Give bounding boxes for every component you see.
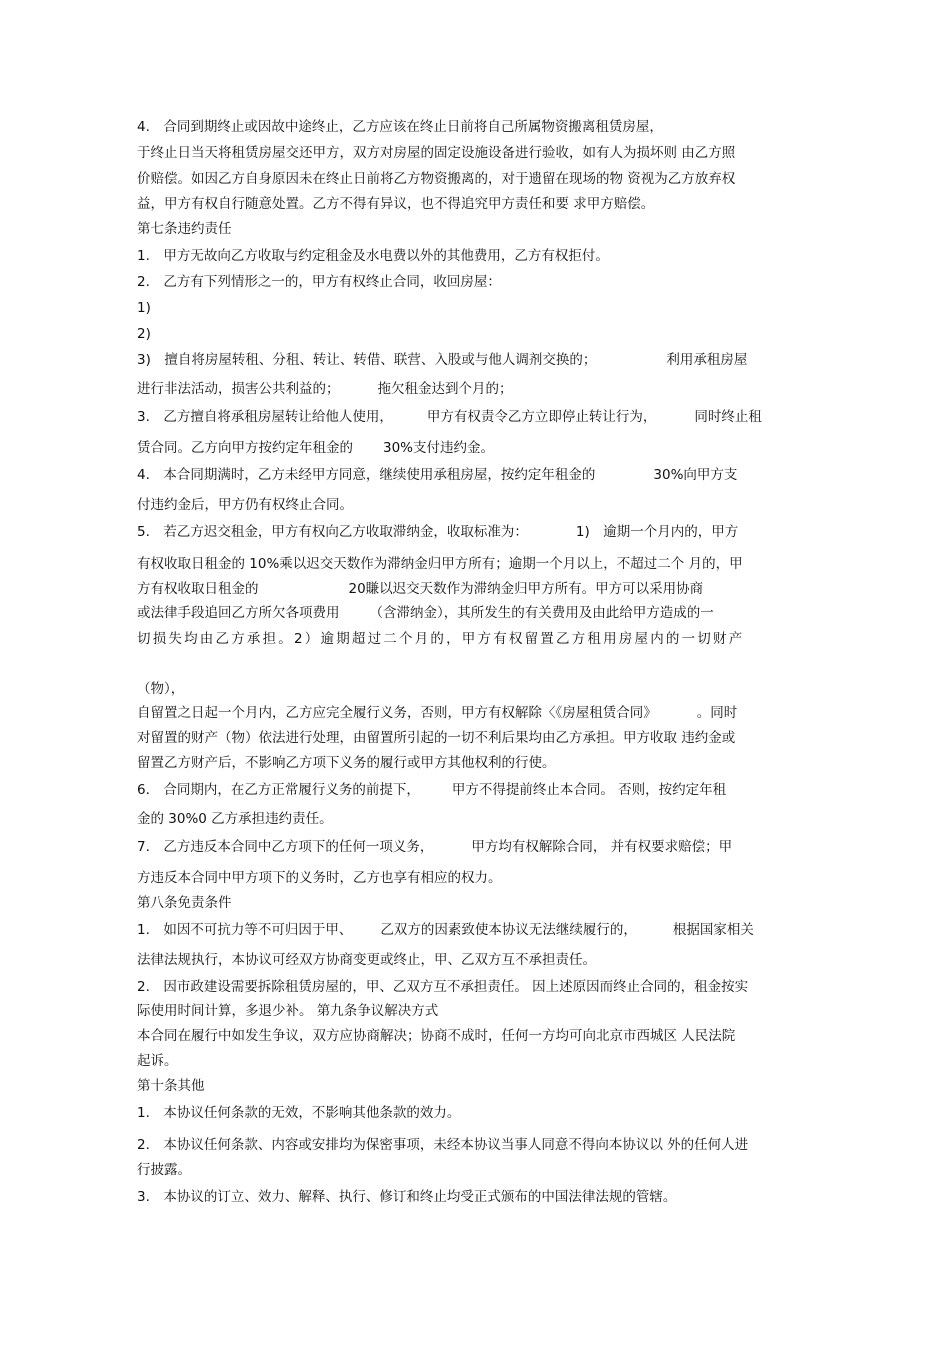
clause-line: 价赔偿。如因乙方自身原因未在终止日前将乙方物资搬离的，对于遗留在现场的物 资视为乙方放弃权 [137, 171, 736, 187]
clause-line: 或法律手段追回乙方所欠各项费用 （含滞纳金），其所发生的有关费用及由此给甲方造成的一 [137, 605, 714, 621]
clause-line: 金的 30%0 乙方承担违约责任。 [137, 811, 333, 827]
clause-line: 3. 乙方擅自将承租房屋转让给他人使用， 甲方有权责令乙方立即停止转让行为， 同时终止租 [137, 409, 762, 425]
clause-line: 2. 本协议任何条款、内容或安排均为保密事项，未经本协议当事人同意不得向本协议以 外的任何人进 [137, 1137, 749, 1153]
clause-line: 进行非法活动，损害公共利益的； 拖欠租金达到个月的； [137, 381, 513, 397]
section-heading: 第八条免责条件 [137, 895, 232, 911]
clause-line: 于终止日当天将租赁房屋交还甲方，双方对房屋的固定设施设备进行验收，如有人为损坏则 由乙方照 [137, 145, 736, 161]
clause-line: 际使用时间计算，多退少补。 第九条争议解决方式 [137, 1003, 439, 1019]
clause-line: 2) [137, 326, 151, 342]
clause-line: 2. 乙方有下列情形之一的，甲方有权终止合同，收回房屋： [137, 274, 501, 290]
clause-line: 自留置之日起一个月内，乙方应完全履行义务，否则，甲方有权解除〈《房屋租赁合同》 。同时 [137, 705, 738, 721]
clause-line: 益，甲方有权自行随意处置。乙方不得有异议，也不得追究甲方责任和要 求甲方赔偿。 [137, 196, 655, 212]
clause-line: （物）， [137, 681, 185, 697]
clause-line: 3. 本协议的订立、效力、解释、执行、修订和终止均受正式颁布的中国法律法规的管辖。 [137, 1189, 677, 1205]
clause-line: 4. 合同到期终止或因故中途终止，乙方应该在终止日前将自己所属物资搬离租赁房屋， [137, 119, 663, 135]
clause-line: 行披露。 [137, 1162, 191, 1178]
clause-line: 7. 乙方违反本合同中乙方项下的任何一项义务， 甲方均有权解除合同， 并有权要求赔偿；甲 [137, 839, 733, 855]
clause-line: 5. 若乙方迟交租金，甲方有权向乙方收取滞纳金，收取标准为： 1) 逾期一个月内的，甲方 [137, 524, 739, 540]
clause-line: 留置乙方财产后，不影响乙方项下义务的履行或甲方其他权利的行使。 [137, 755, 556, 771]
clause-line: 切损失均由乙方承担。2）逾期超过二个月的，甲方有权留置乙方租用房屋内的一切财产 [137, 631, 745, 647]
clause-line: 6. 合同期内，在乙方正常履行义务的前提下， 甲方不得提前终止本合同。 否则，按约定年租 [137, 782, 727, 798]
clause-line: 对留置的财产（物）依法进行处理，由留置所引起的一切不利后果均由乙方承担。甲方收取 违约金或 [137, 730, 736, 746]
clause-line: 法律法规执行，本协议可经双方协商变更或终止，甲、乙双方互不承担责任。 [137, 952, 596, 968]
clause-line: 赁合同。乙方向甲方按约定年租金的 30%支付违约金。 [137, 440, 495, 456]
clause-line: 3) 擅自将房屋转租、分租、转让、转借、联营、入股或与他人调剂交换的； 利用承租房屋 [137, 352, 748, 368]
section-heading: 第七条违约责任 [137, 221, 232, 237]
clause-line: 1. 如因不可抗力等不可归因于甲、 乙双方的因素致使本协议无法继续履行的， 根据国家相关 [137, 922, 754, 938]
clause-line: 付违约金后，甲方仍有权终止合同。 [137, 497, 353, 513]
clause-line: 方有权收取日租金的 20賺以迟交天数作为滞纳金归甲方所有。甲方可以采用协商 [137, 581, 704, 597]
clause-line: 4. 本合同期满时，乙方未经甲方同意，继续使用承租房屋，按约定年租金的 30%向甲方支 [137, 467, 738, 483]
clause-line: 1. 甲方无故向乙方收取与约定租金及水电费以外的其他费用，乙方有权拒付。 [137, 248, 609, 264]
clause-line: 方违反本合同中甲方项下的义务时，乙方也享有相应的权力。 [137, 870, 502, 886]
clause-line: 1. 本协议任何条款的无效，不影响其他条款的效力。 [137, 1105, 461, 1121]
section-heading: 第十条其他 [137, 1078, 205, 1094]
clause-line: 有权收取日租金的 10%乘以迟交天数作为滞纳金归甲方所有；逾期一个月以上，不超过二个 月的，甲 [137, 556, 743, 572]
clause-line: 1) [137, 300, 151, 316]
clause-line: 起诉。 [137, 1053, 178, 1069]
clause-line: 本合同在履行中如发生争议，双方应协商解决；协商不成时，任何一方均可向北京市西城区 人民法院 [137, 1028, 736, 1044]
clause-line: 2. 因市政建设需要拆除租赁房屋的，甲、乙双方互不承担责任。 因上述原因而终止合同的，租金按实 [137, 979, 749, 995]
